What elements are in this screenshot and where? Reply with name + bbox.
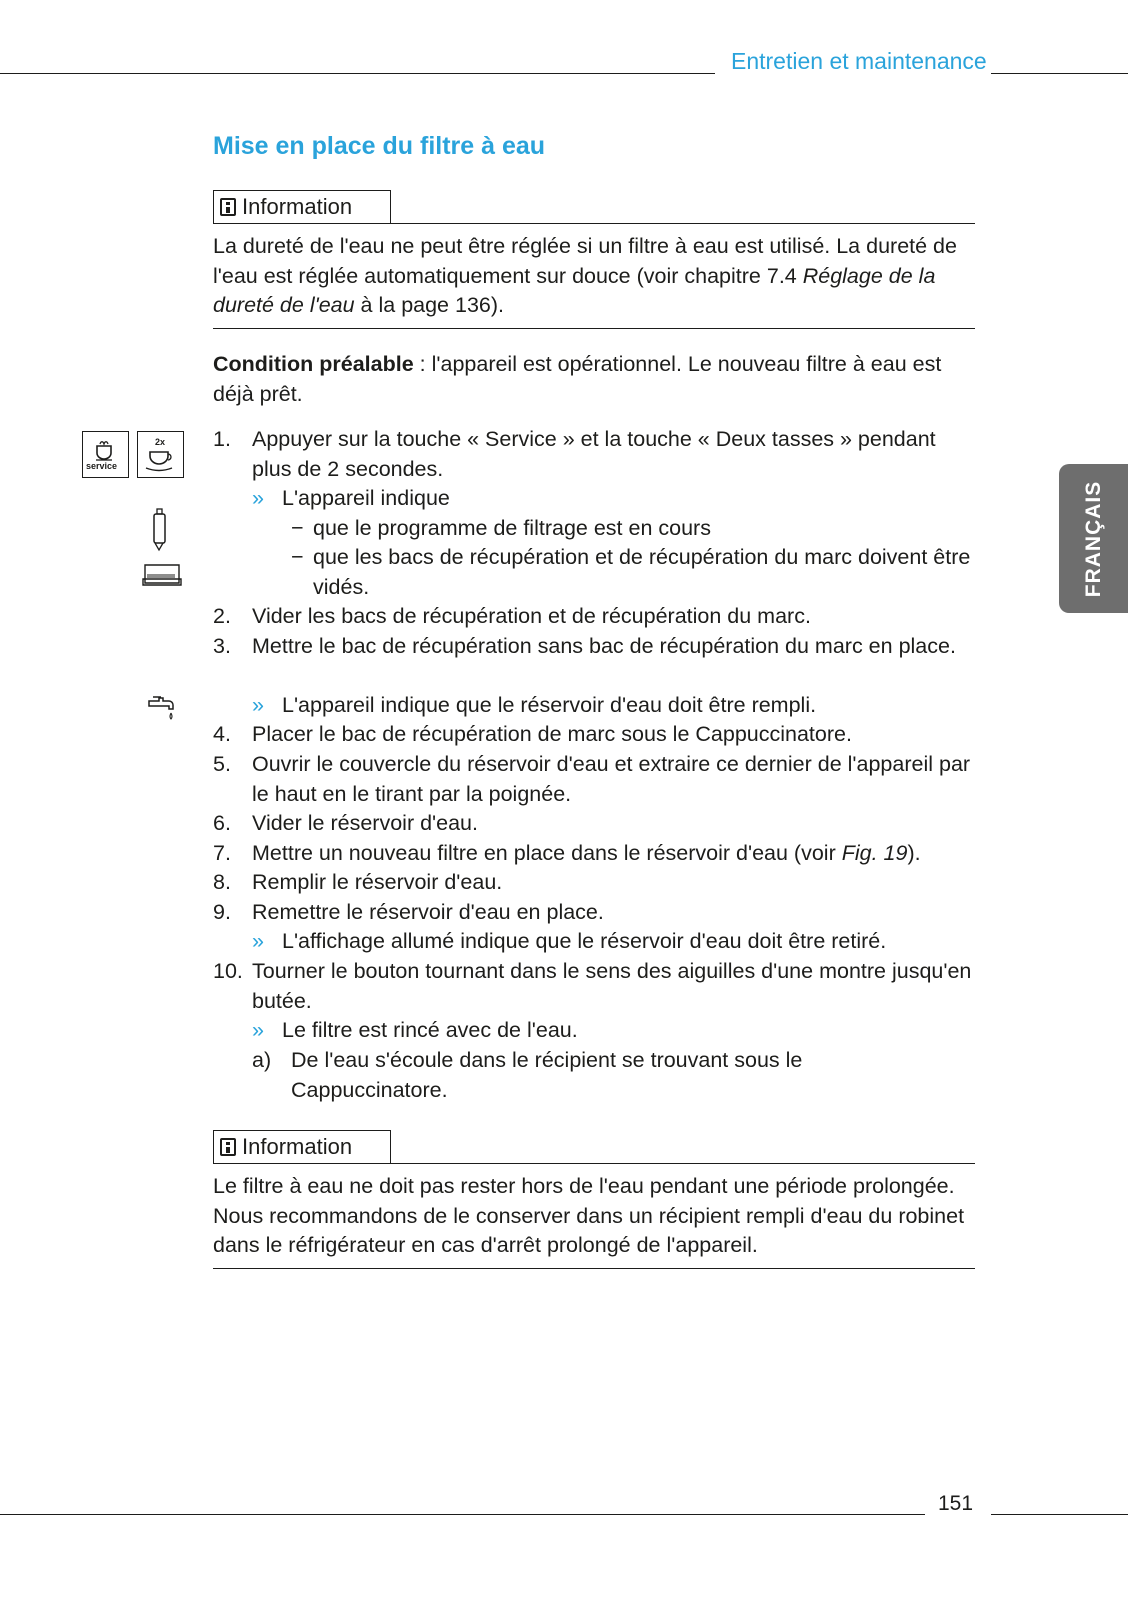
footer-rule-right <box>991 1514 1128 1515</box>
info-box-2-header <box>213 1130 391 1163</box>
info-box-bottom-rule <box>213 328 975 329</box>
service-label: service <box>86 461 118 471</box>
info-box-2-top-rule <box>213 1163 975 1164</box>
language-tab-label: FRANÇAIS <box>1081 480 1105 597</box>
two-cups-button-icon <box>137 431 184 478</box>
info-box-2-bottom-rule <box>213 1268 975 1269</box>
info-icon <box>220 1138 236 1156</box>
drip-tray-icon <box>141 561 183 596</box>
header-rule-left <box>0 73 715 74</box>
chapter-reference: Réglage de la dureté de l'eau <box>213 263 936 318</box>
info-box-top-rule <box>213 223 975 224</box>
water-filter-icon <box>152 508 168 557</box>
language-tab <box>1059 464 1128 613</box>
two-x-label: 2x <box>155 437 166 447</box>
precondition-label: Condition préalable <box>213 352 414 376</box>
precondition-text: Condition préalable : l'appareil est opérationnel. Le nouveau filtre à eau est déjà prêt. <box>213 352 942 406</box>
header-section-title: Entretien et maintenance <box>731 48 987 74</box>
footer-rule-left <box>0 1514 925 1515</box>
result-arrow: » <box>252 486 264 510</box>
page-number: 151 <box>938 1492 974 1515</box>
info-label: Information <box>242 1134 353 1159</box>
info-box-text: La dureté de l'eau ne peut être réglée si un filtre à eau est utilisé. La dureté de l'eau est réglée automatiquement sur douce (voir chapitre 7.4 Réglage de la dureté de l'eau à la page 136). <box>213 234 957 318</box>
figure-reference: Fig. 19 <box>841 841 908 865</box>
water-tap-icon <box>147 693 177 732</box>
header-rule-right <box>991 73 1128 74</box>
info-label: Information <box>242 194 353 219</box>
info-box-2-text: Le filtre à eau ne doit pas rester hors de l'eau pendant une période prolongée. Nous recommandons de le conserver dans un récipient rempli d'eau du robinet dans le réfrigérateur en cas d'arrêt prolongé de l'appareil. <box>213 1174 965 1258</box>
section-title: Mise en place du filtre à eau <box>213 132 546 160</box>
service-button-icon <box>82 431 129 478</box>
info-icon <box>220 198 236 216</box>
info-box-header <box>213 190 391 223</box>
